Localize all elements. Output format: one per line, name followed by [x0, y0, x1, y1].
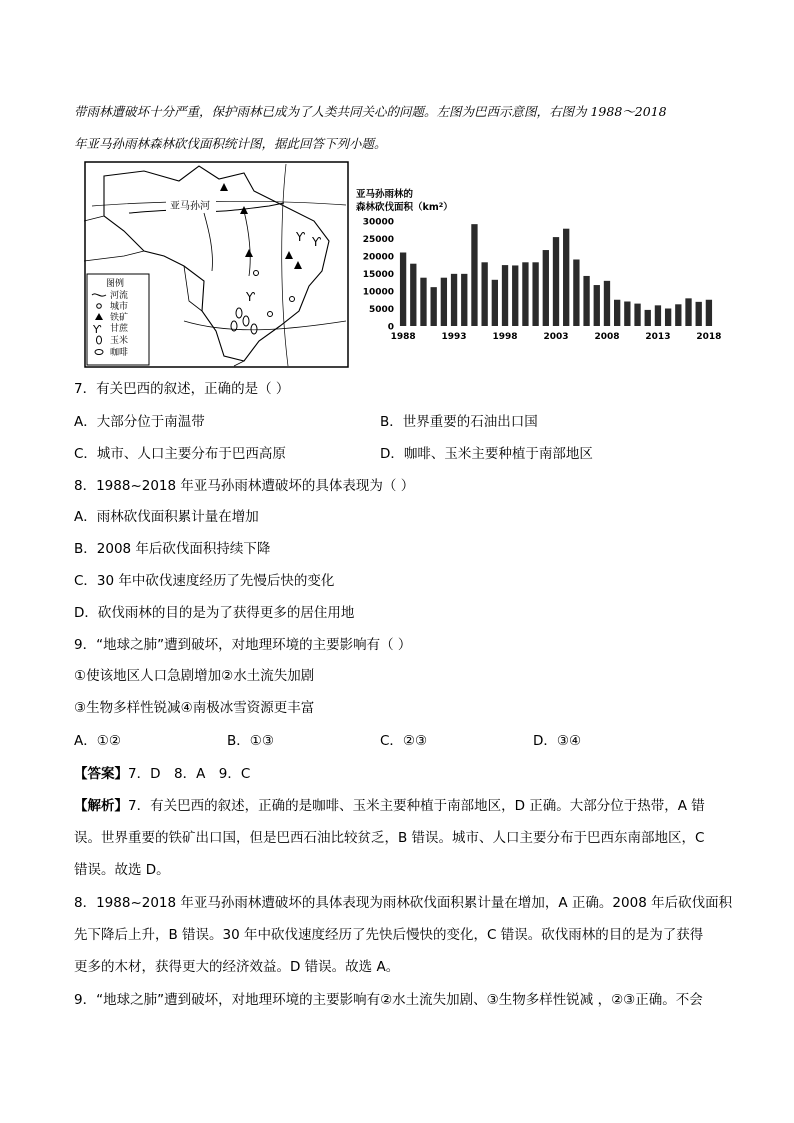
bar-1998 [502, 265, 508, 326]
bar-2004 [563, 229, 569, 326]
bar-2000 [522, 262, 528, 326]
city-icon [268, 312, 273, 317]
analysis-line-5: 先下降后上升，B 错误。30 年中砍伐速度经历了先快后慢快的变化，C 错误。砍伐雨林的目的是为了获得 [74, 927, 704, 943]
x-tick-label: 2013 [645, 332, 671, 342]
bar-2013 [655, 305, 661, 326]
q9-option-c: C．②③ [380, 733, 428, 749]
legend-title: 图例 [106, 279, 125, 289]
legend-item-iron: 铁矿 [110, 313, 129, 323]
answer-label: 【答案】 [74, 766, 128, 782]
sugarcane-legend-icon: Ƴ [93, 323, 102, 336]
x-tick-label: 2008 [594, 332, 620, 342]
city-legend-icon [97, 304, 102, 309]
intro-line-2: 年亚马孙雨林森林砍伐面积统计图，据此回答下列小题。 [74, 136, 387, 151]
bar-2010 [624, 302, 630, 327]
river-label: 亚马孙河 [170, 201, 210, 212]
bar-2012 [645, 310, 651, 326]
deforestation-chart-svg [352, 186, 722, 346]
x-tick-label: 1988 [390, 332, 416, 342]
bar-2018 [706, 300, 712, 326]
y-tick-label: 15000 [362, 270, 394, 280]
y-tick-label: 30000 [362, 217, 394, 228]
brazil-map-svg [84, 161, 349, 368]
q7-stem: 7．有关巴西的叙述，正确的是（ ） [74, 381, 290, 397]
analysis-line-7: 9．“地球之肺”遭到破坏，对地理环境的主要影响有②水土流失加剧、③生物多样性锐减 ，②③正确。不会 [74, 992, 703, 1008]
bar-1989 [410, 264, 416, 326]
bar-2009 [614, 300, 620, 326]
x-tick-label: 1993 [441, 332, 467, 342]
legend-item-sugarcane: 甘蔗 [110, 324, 129, 334]
x-tick-label: 2003 [543, 332, 569, 342]
bar-2005 [573, 260, 579, 327]
bar-2014 [665, 309, 671, 327]
q9-option-d: D．③④ [533, 733, 582, 749]
analysis-text-1: 7．有关巴西的叙述，正确的是咖啡、玉米主要种植于南部地区，D 正确。大部分位于热带，A 错 [128, 798, 705, 814]
chart-title-sup: 2 [438, 201, 444, 209]
sugarcane-icon: Ƴ [312, 235, 321, 249]
intro-line-1: 带雨林遭破坏十分严重，保护雨林已成为了人类共同关心的问题。左图为巴西示意图，右图为 1988～2018 [74, 104, 667, 119]
bar-1993 [451, 274, 457, 326]
chart-title-line1: 亚马孙雨林的 [356, 189, 414, 200]
q9-statement-2: ③生物多样性锐减④南极冰雪资源更丰富 [74, 700, 315, 716]
answer-line [74, 762, 250, 782]
bar-2002 [543, 250, 549, 326]
bar-2008 [604, 281, 610, 326]
bar-2011 [634, 304, 640, 326]
y-tick-label: 10000 [362, 287, 394, 298]
analysis-label: 【解析】 [74, 798, 128, 814]
bar-2006 [583, 276, 589, 326]
y-tick-label: 5000 [368, 305, 394, 315]
analysis-line-1 [74, 794, 705, 814]
q9-stem: 9．“地球之肺”遭到破坏，对地理环境的主要影响有（ ） [74, 637, 412, 653]
city-icon [290, 297, 295, 302]
legend-item-city: 城市 [110, 302, 129, 312]
bar-2007 [594, 285, 600, 326]
bar-1996 [481, 262, 487, 326]
bar-2016 [685, 298, 691, 326]
bar-2003 [553, 237, 559, 326]
q8-option-d: D．砍伐雨林的目的是为了获得更多的居住用地 [74, 605, 355, 621]
q8-stem: 8．1988~2018 年亚马孙雨林遭破坏的具体表现为（ ） [74, 478, 415, 494]
q8-option-c: C．30 年中砍伐速度经历了先慢后快的变化 [74, 573, 335, 589]
q9-option-a: A．①② [74, 733, 121, 749]
bar-1992 [441, 278, 447, 326]
y-tick-label: 20000 [362, 252, 394, 263]
y-tick-label: 25000 [362, 235, 394, 245]
sugarcane-icon: Ƴ [296, 230, 305, 244]
q7-option-a: A．大部分位于南温带 [74, 414, 205, 430]
x-axis-ticks [391, 332, 722, 342]
bars [400, 224, 712, 326]
bar-1999 [512, 265, 518, 326]
brazil-map [84, 161, 349, 368]
q7-option-d: D．咖啡、玉米主要种植于南部地区 [380, 446, 593, 462]
bar-1991 [431, 287, 437, 326]
q9-statement-1: ①使该地区人口急剧增加②水土流失加剧 [74, 668, 315, 684]
analysis-line-6: 更多的木材，获得更大的经济效益。D 错误。故选 A。 [74, 959, 400, 975]
q7-option-c: C．城市、人口主要分布于巴西高原 [74, 446, 286, 462]
chart-title-line2 [356, 201, 453, 213]
y-tick-label: 0 [387, 322, 394, 333]
bar-2017 [696, 302, 702, 326]
deforestation-chart [352, 186, 722, 346]
q7-option-b: B．世界重要的石油出口国 [380, 414, 538, 430]
chart-title-text: 森林砍伐面积（km [356, 202, 439, 213]
analysis-line-4: 8．1988~2018 年亚马孙雨林遭破坏的具体表现为雨林砍伐面积累计量在增加，A 正确。2008 年后砍伐面积 [74, 895, 733, 911]
x-tick-label: 2018 [696, 332, 722, 342]
city-icon [254, 271, 259, 276]
bar-1990 [420, 278, 426, 326]
bar-2015 [675, 304, 681, 326]
legend-item-river: 河流 [110, 291, 129, 301]
bar-1997 [492, 280, 498, 326]
bar-2001 [532, 262, 538, 326]
bar-1994 [461, 274, 467, 326]
q9-option-b: B．①③ [227, 733, 274, 749]
legend-item-coffee: 咖啡 [110, 348, 129, 358]
y-axis-ticks [363, 218, 394, 333]
legend-item-corn: 玉米 [110, 336, 129, 346]
sugarcane-icon: Ƴ [246, 290, 255, 304]
q8-option-a: A．雨林砍伐面积累计量在增加 [74, 509, 259, 525]
answer-text: 7．D 8．A 9．C [128, 766, 251, 782]
analysis-line-2: 误。世界重要的铁矿出口国，但是巴西石油比较贫乏，B 错误。城市、人口主要分布于巴西东南部地区，C [74, 830, 705, 846]
q8-option-b: B．2008 年后砍伐面积持续下降 [74, 541, 271, 557]
chart-title-end: ） [443, 202, 453, 213]
bar-1995 [471, 224, 477, 326]
bar-1988 [400, 253, 406, 327]
analysis-line-3: 错误。故选 D。 [74, 862, 170, 878]
x-tick-label: 1998 [492, 332, 518, 342]
